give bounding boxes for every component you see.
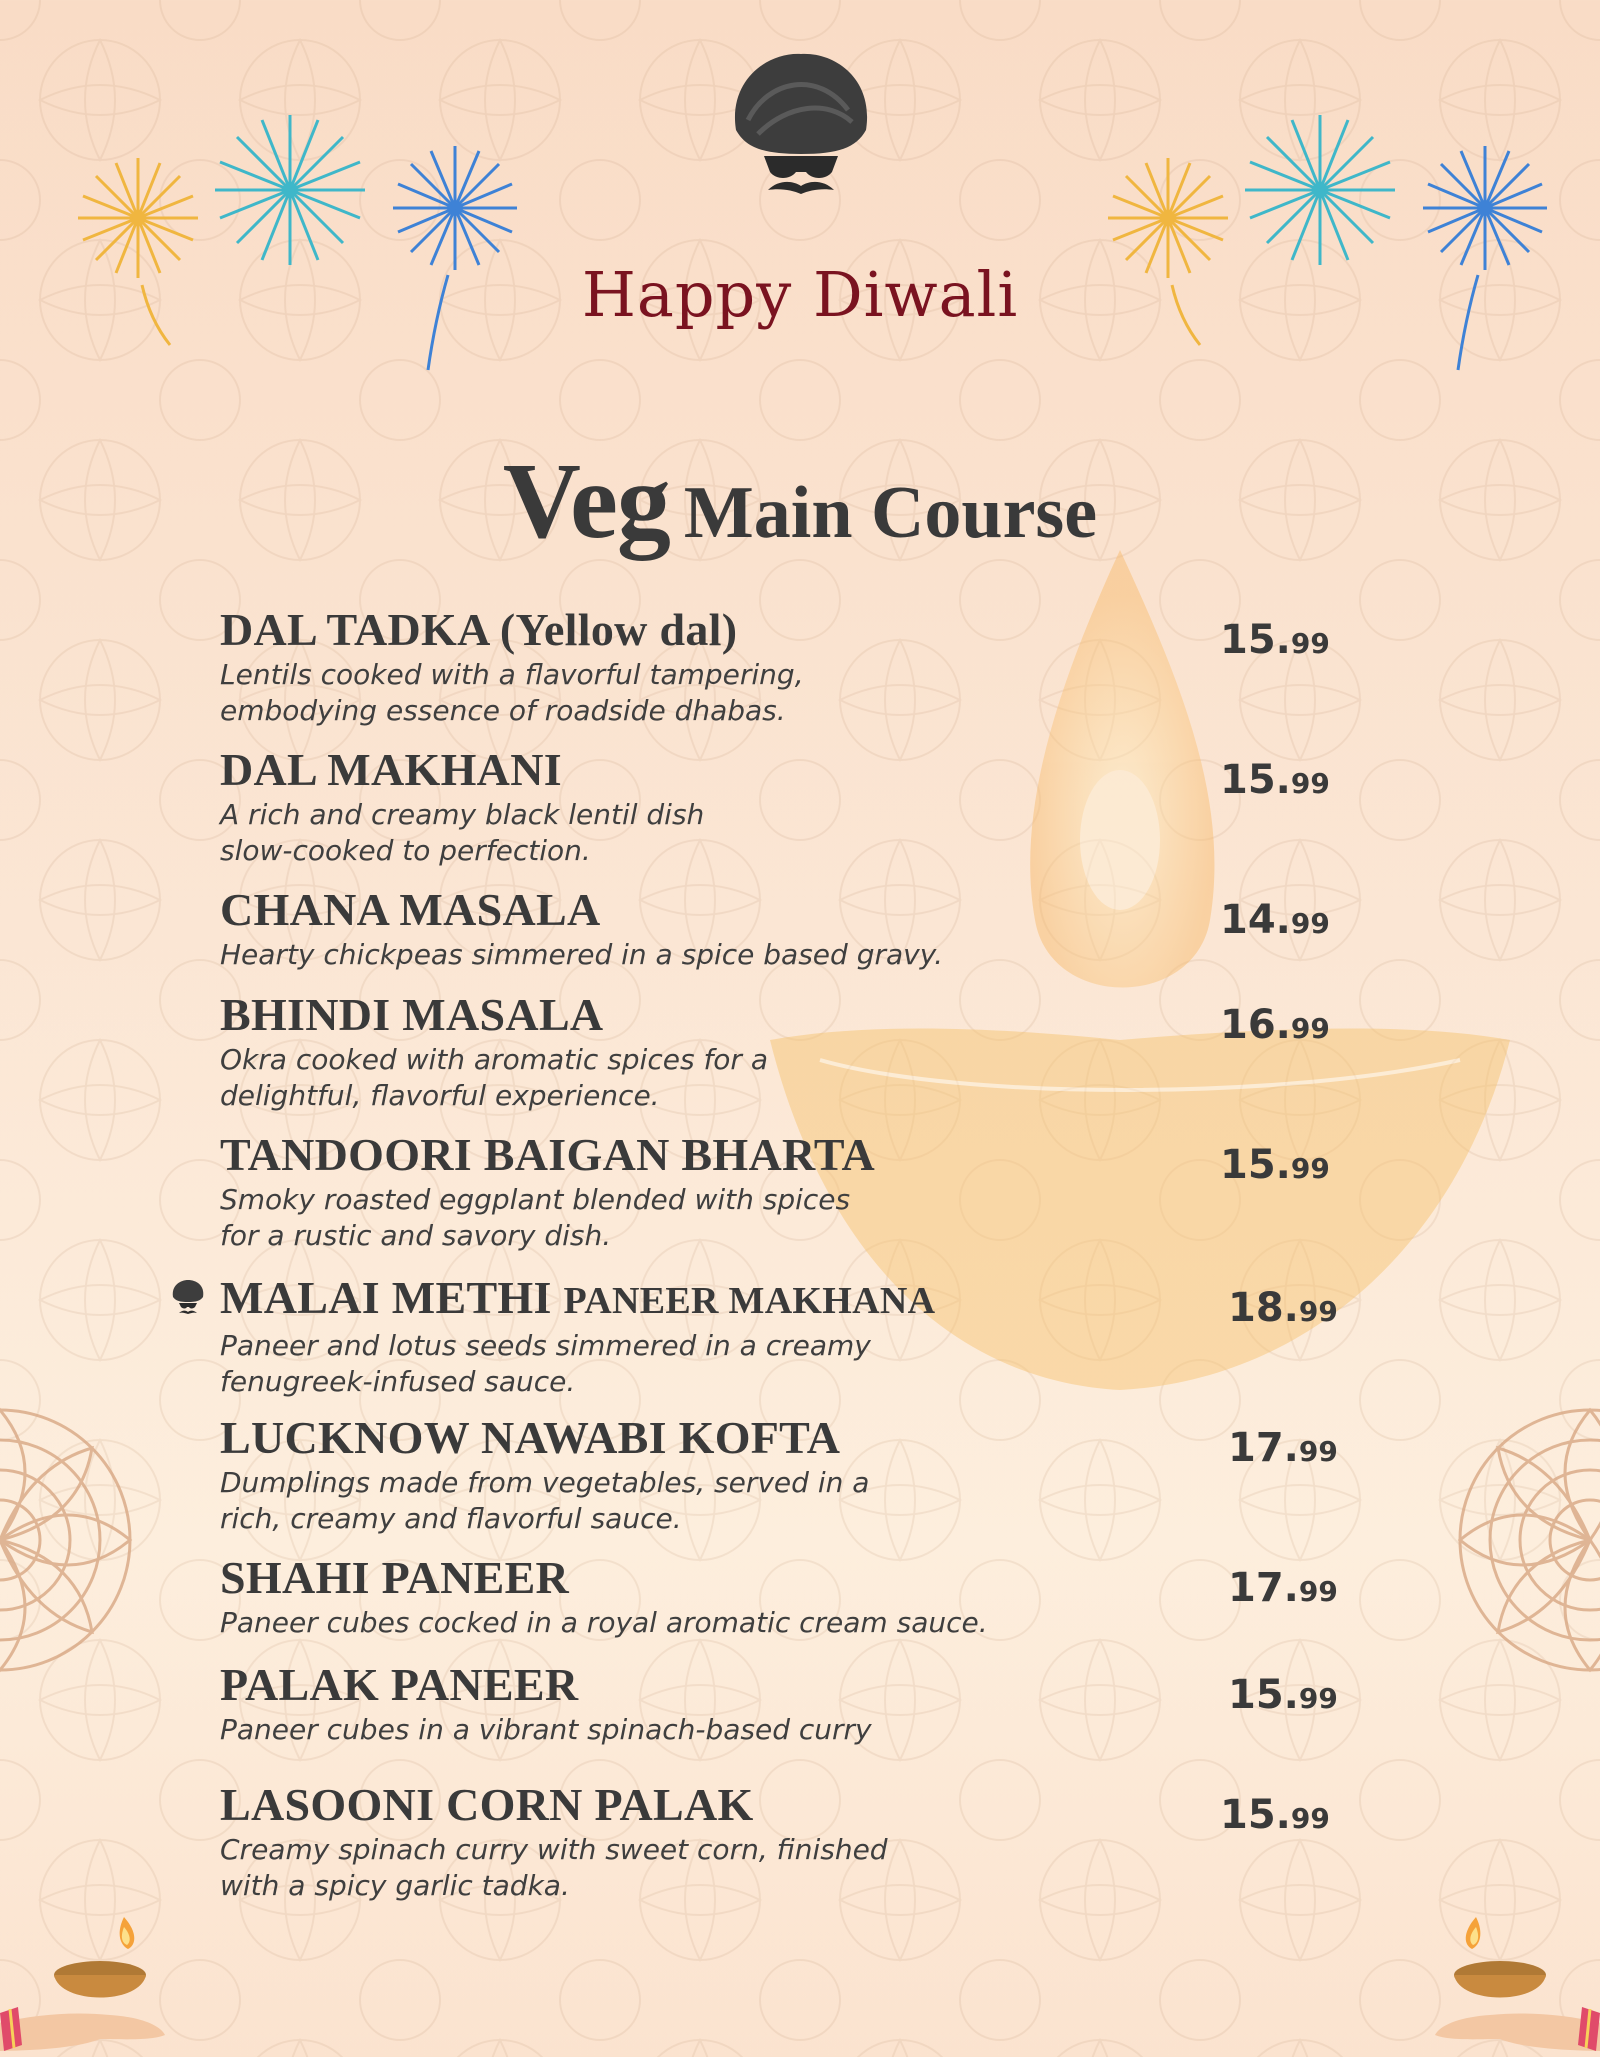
- menu-item-chef-special: [220, 1273, 1340, 1400]
- item-description: Paneer and lotus seeds simmered in a creamy fenugreek-infused sauce.: [220, 1329, 871, 1398]
- item-price: 15.99: [1220, 617, 1330, 663]
- item-description: A rich and creamy black lentil dish slow-cooked to perfection.: [220, 798, 705, 867]
- menu-item: [220, 1130, 1340, 1254]
- item-description: Smoky roasted eggplant blended with spices for a rustic and savory dish.: [220, 1183, 851, 1252]
- item-price: 14.99: [1220, 897, 1330, 943]
- menu-item: [220, 990, 1340, 1114]
- item-description: Lentils cooked with a flavorful tampering, embodying essence of roadside dhabas.: [220, 658, 804, 727]
- item-description: Dumplings made from vegetables, served in a rich, creamy and flavorful sauce.: [220, 1466, 870, 1535]
- menu-item: [220, 1553, 1340, 1641]
- item-price: 15.99: [1220, 757, 1330, 803]
- menu-item: [220, 605, 1340, 729]
- menu-item: [220, 745, 1340, 869]
- item-name: TANDOORI BAIGAN BHARTA: [220, 1129, 876, 1180]
- chef-special-icon: [170, 1279, 206, 1315]
- item-name: CHANA MASALA: [220, 884, 601, 935]
- title-veg: Veg: [502, 442, 670, 561]
- item-price: 15.99: [1220, 1142, 1330, 1188]
- menu-item: [220, 1780, 1340, 1904]
- item-description: Creamy spinach curry with sweet corn, finished with a spicy garlic tadka.: [220, 1833, 888, 1902]
- item-description: Okra cooked with aromatic spices for a delightful, flavorful experience.: [220, 1043, 768, 1112]
- item-description: Hearty chickpeas simmered in a spice based gravy.: [220, 938, 944, 971]
- item-price: 17.99: [1228, 1565, 1338, 1611]
- hand-diya-right-icon: [1430, 1905, 1600, 2055]
- item-name: SHAHI PANEER: [220, 1552, 570, 1603]
- item-name: DAL MAKHANI: [220, 744, 562, 795]
- title-main-course: Main Course: [683, 472, 1098, 554]
- greeting-heading: Happy Diwali: [581, 258, 1019, 331]
- item-description: Paneer cubes in a vibrant spinach-based curry: [220, 1713, 872, 1746]
- item-price: 15.99: [1220, 1792, 1330, 1838]
- menu-item: [220, 1660, 1340, 1748]
- item-description: Paneer cubes cocked in a royal aromatic cream sauce.: [220, 1606, 988, 1639]
- item-price: 16.99: [1220, 1002, 1330, 1048]
- hand-diya-left-icon: [0, 1905, 170, 2055]
- item-name: DAL TADKA (Yellow dal): [220, 604, 738, 655]
- item-name: LASOONI CORN PALAK: [220, 1779, 754, 1830]
- item-name: BHINDI MASALA: [220, 989, 604, 1040]
- item-name: LUCKNOW NAWABI KOFTA: [220, 1412, 841, 1463]
- item-name: MALAI METHI PANEER MAKHANA: [220, 1272, 936, 1323]
- menu-item: [220, 885, 1340, 973]
- item-price: 15.99: [1228, 1672, 1338, 1718]
- item-price: 17.99: [1228, 1425, 1338, 1471]
- menu-item: [220, 1413, 1340, 1537]
- item-price: 18.99: [1228, 1285, 1338, 1331]
- item-name: PALAK PANEER: [220, 1659, 579, 1710]
